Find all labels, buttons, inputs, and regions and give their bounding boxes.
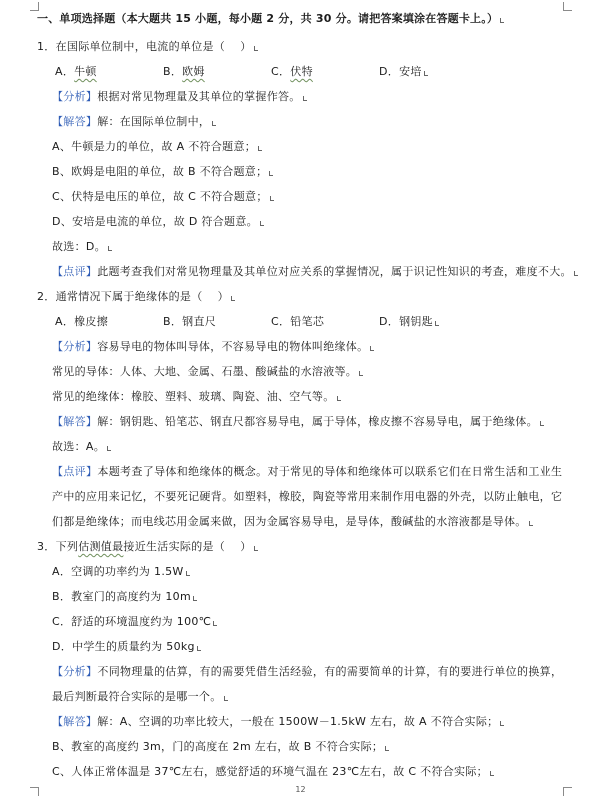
option-d (379, 59, 422, 84)
analysis-line: 最后判断最符合实际的是哪一个。 (0, 684, 601, 709)
option-key: D． (379, 315, 400, 328)
option-b: B．教室门的高度约为 10m (0, 584, 601, 609)
option-key: C． (271, 315, 291, 328)
option-a: A．空调的功率约为 1.5W (0, 559, 601, 584)
question-2-stem: 2．通常情况下属于绝缘体的是（ ） (0, 284, 601, 309)
analysis-line: 常见的导体：人体、大地、金属、石墨、酸碱盐的水溶液等。 (0, 359, 601, 384)
option-text: 橡皮擦 (74, 315, 109, 328)
comment-line: 产中的应用来记忆，不要死记硬背。如塑料，橡胶，陶瓷等常用来制作用电器的外壳，以防止触电，它 (52, 490, 562, 503)
option-text: 欧姆 (182, 65, 205, 78)
analysis-text: 根据对常见物理量及其单位的掌握作答。 (97, 90, 301, 103)
comment-label: 【点评】 (52, 465, 98, 478)
question-1-solution (0, 109, 601, 134)
option-d: D．中学生的质量约为 50kg (0, 634, 601, 659)
question-2-comment (0, 459, 562, 484)
question-3-analysis (0, 659, 562, 684)
question-1-comment (0, 259, 601, 284)
solution-text: 解：A、空调的功率比较大，一般在 1500W－1.5kW 左右，故 A 不符合实际； (97, 715, 499, 728)
question-1-stem: 1．在国际单位制中，电流的单位是（ ） (0, 34, 601, 59)
stem-flagged-text: 估测值最 (78, 540, 124, 553)
option-key: C． (271, 65, 291, 78)
option-key: B． (163, 65, 183, 78)
option-a (55, 59, 163, 84)
question-3-solution (0, 709, 601, 734)
stem-text: 接近生活实际的是（ ） (123, 540, 252, 553)
option-text: 钢钥匙 (399, 315, 433, 328)
crop-mark-bottom-left (30, 787, 39, 796)
option-c (271, 59, 379, 84)
question-1-options (0, 59, 601, 84)
analysis-label: 【分析】 (52, 665, 98, 678)
solution-text: 解：钢钥匙、铅笔芯、钢直尺都容易导电，属于导体，橡皮擦不容易导电，属于绝缘体。 (97, 415, 538, 428)
document-page (0, 6, 601, 784)
option-text: 牛顿 (74, 65, 97, 78)
solution-label: 【解答】 (52, 415, 98, 428)
option-key: B． (163, 315, 183, 328)
option-key: D． (379, 65, 400, 78)
question-1-analysis (0, 84, 601, 109)
option-key: A． (55, 315, 75, 328)
analysis-text: 不同物理量的估算，有的需要凭借生活经验，有的需要简单的计算，有的要进行单位的换算， (97, 665, 562, 678)
solution-text: 解：在国际单位制中， (97, 115, 211, 128)
comment-line: 们都是绝缘体；而电线芯用金属来做，因为金属容易导电，是导体，酸碱盐的水溶液都是导体。 (0, 509, 601, 534)
option-text: 安培 (399, 65, 422, 78)
option-b (163, 309, 271, 334)
option-c: C．舒适的环境温度约为 100℃ (0, 609, 601, 634)
analysis-label: 【分析】 (52, 90, 98, 103)
solution-line: B、教室的高度约 3m，门的高度在 2m 左右，故 B 不符合实际； (0, 734, 601, 759)
page-number: 12 (295, 785, 306, 794)
option-a (55, 309, 163, 334)
analysis-label: 【分析】 (52, 340, 98, 353)
question-2-answer: 故选：A。 (0, 434, 601, 459)
solution-label: 【解答】 (52, 115, 98, 128)
solution-line: B、欧姆是电阻的单位，故 B 不符合题意； (0, 159, 601, 184)
option-text: 伏特 (290, 65, 313, 78)
stem-text: 3．下列 (37, 540, 79, 553)
question-3-stem (0, 534, 601, 559)
question-1-answer: 故选：D。 (0, 234, 601, 259)
option-d (379, 309, 433, 334)
comment-label: 【点评】 (52, 265, 98, 278)
option-text: 铅笔芯 (290, 315, 325, 328)
solution-label: 【解答】 (52, 715, 98, 728)
comment-text: 此题考查我们对常见物理量及其单位对应关系的掌握情况，属于识记性知识的考查，难度不大。 (97, 265, 572, 278)
comment-text: 本题考查了导体和绝缘体的概念。对于常见的导体和绝缘体可以联系它们在日常生活和工业生 (97, 465, 562, 478)
option-b (163, 59, 271, 84)
option-key: A． (55, 65, 75, 78)
analysis-line: 常见的绝缘体：橡胶、塑料、玻璃、陶瓷、油、空气等。 (0, 384, 601, 409)
solution-line: A、牛顿是力的单位，故 A 不符合题意； (0, 134, 601, 159)
solution-line: D、安培是电流的单位，故 D 符合题意。 (0, 209, 601, 234)
option-text: 钢直尺 (182, 315, 217, 328)
solution-line: C、人体正常体温是 37℃左右，感觉舒适的环境气温在 23℃左右，故 C 不符合实际； (0, 759, 601, 784)
question-2-options (0, 309, 601, 334)
question-2-solution (0, 409, 601, 434)
solution-line: C、伏特是电压的单位，故 C 不符合题意； (0, 184, 601, 209)
option-c (271, 309, 379, 334)
analysis-text: 容易导电的物体叫导体，不容易导电的物体叫绝缘体。 (97, 340, 369, 353)
crop-mark-bottom-right (563, 787, 572, 796)
section-title: 一、单项选择题（本大题共 15 小题，每小题 2 分，共 30 分。请把答案填涂在答题卡上。） (0, 6, 601, 31)
question-2-analysis (0, 334, 601, 359)
